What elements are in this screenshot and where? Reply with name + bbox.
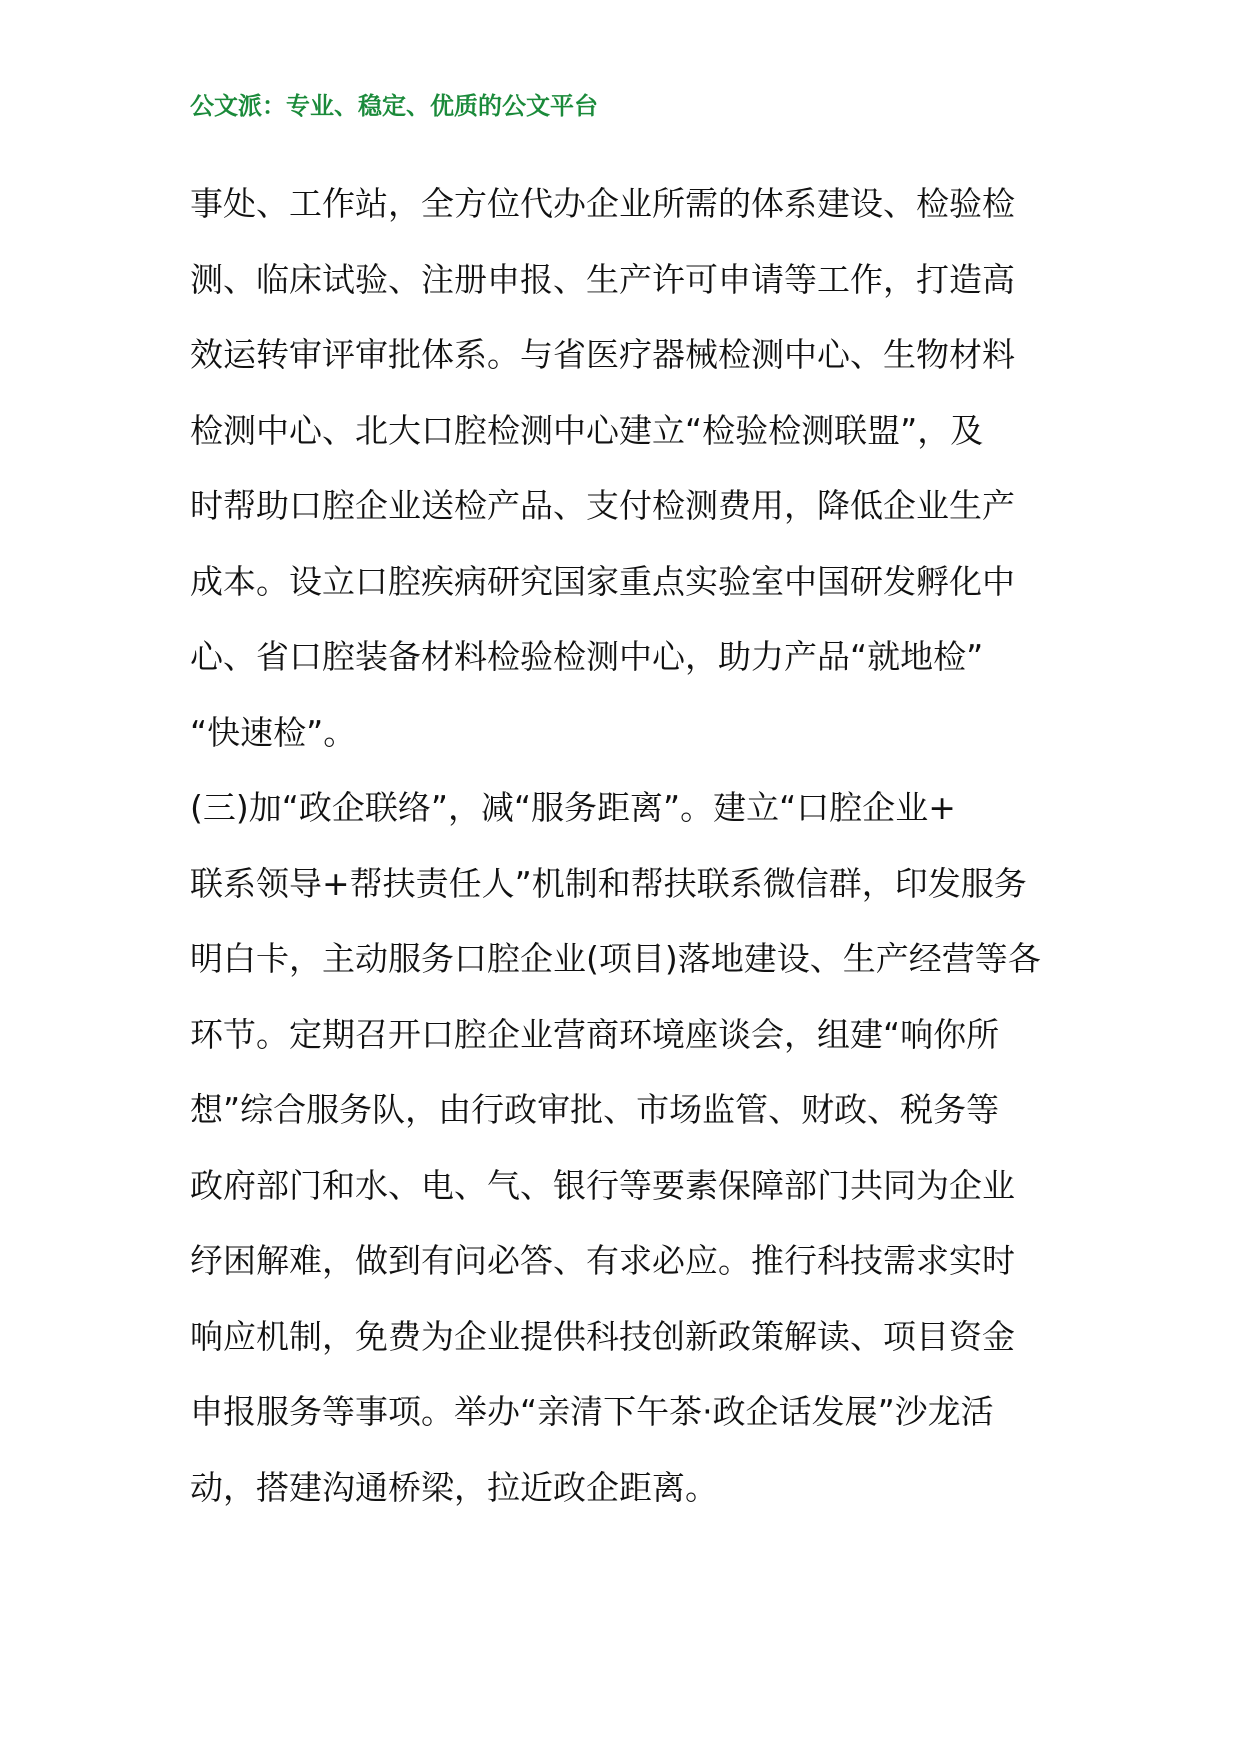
text-line: 环节。定期召开口腔企业营商环境座谈会，组建“响你所: [190, 1014, 1000, 1054]
text-line: 纾困解难，做到有问必答、有求必应。推行科技需求实时: [190, 1241, 1015, 1280]
text-line: 响应机制，免费为企业提供科技创新政策解读、项目资金: [190, 1316, 1015, 1356]
text-line: 测、临床试验、注册申报、生产许可申请等工作，打造高: [190, 259, 1015, 299]
text-line: 心、省口腔装备材料检验检测中心，助力产品“就地检”: [190, 637, 984, 676]
text-line: 动，搭建沟通桥梁，拉近政企距离。: [190, 1467, 718, 1507]
text-line: 申报服务等事项。举办“亲清下午茶·政企话发展”沙龙活: [190, 1392, 994, 1431]
text-line: 联系领导+帮扶责任人”机制和帮扶联系微信群，印发服务: [190, 863, 1027, 903]
text-line: 事处、工作站，全方位代办企业所需的体系建设、检验检: [190, 184, 1015, 223]
body-text: [190, 166, 1068, 1525]
text-line: 效运转审评审批体系。与省医疗器械检测中心、生物材料: [190, 335, 1015, 374]
text-line: 时帮助口腔企业送检产品、支付检测费用，降低企业生产: [190, 486, 1015, 525]
text-line: 政府部门和水、电、气、银行等要素保障部门共同为企业: [190, 1165, 1015, 1205]
page-header: 公文派：专业、稳定、优质的公文平台: [190, 92, 598, 120]
text-line: 检测中心、北大口腔检测中心建立“检验检测联盟”，及: [190, 410, 984, 450]
text-line: 想”综合服务队，由行政审批、市场监管、财政、税务等: [190, 1090, 1000, 1129]
text-line: (三)加“政企联络”，减“服务距离”。建立“口腔企业+: [190, 788, 956, 827]
text-line: 明白卡，主动服务口腔企业(项目)落地建设、生产经营等各: [190, 939, 1041, 978]
text-line: “快速检”。: [190, 712, 357, 752]
text-line: 成本。设立口腔疾病研究国家重点实验室中国研发孵化中: [190, 561, 1015, 601]
